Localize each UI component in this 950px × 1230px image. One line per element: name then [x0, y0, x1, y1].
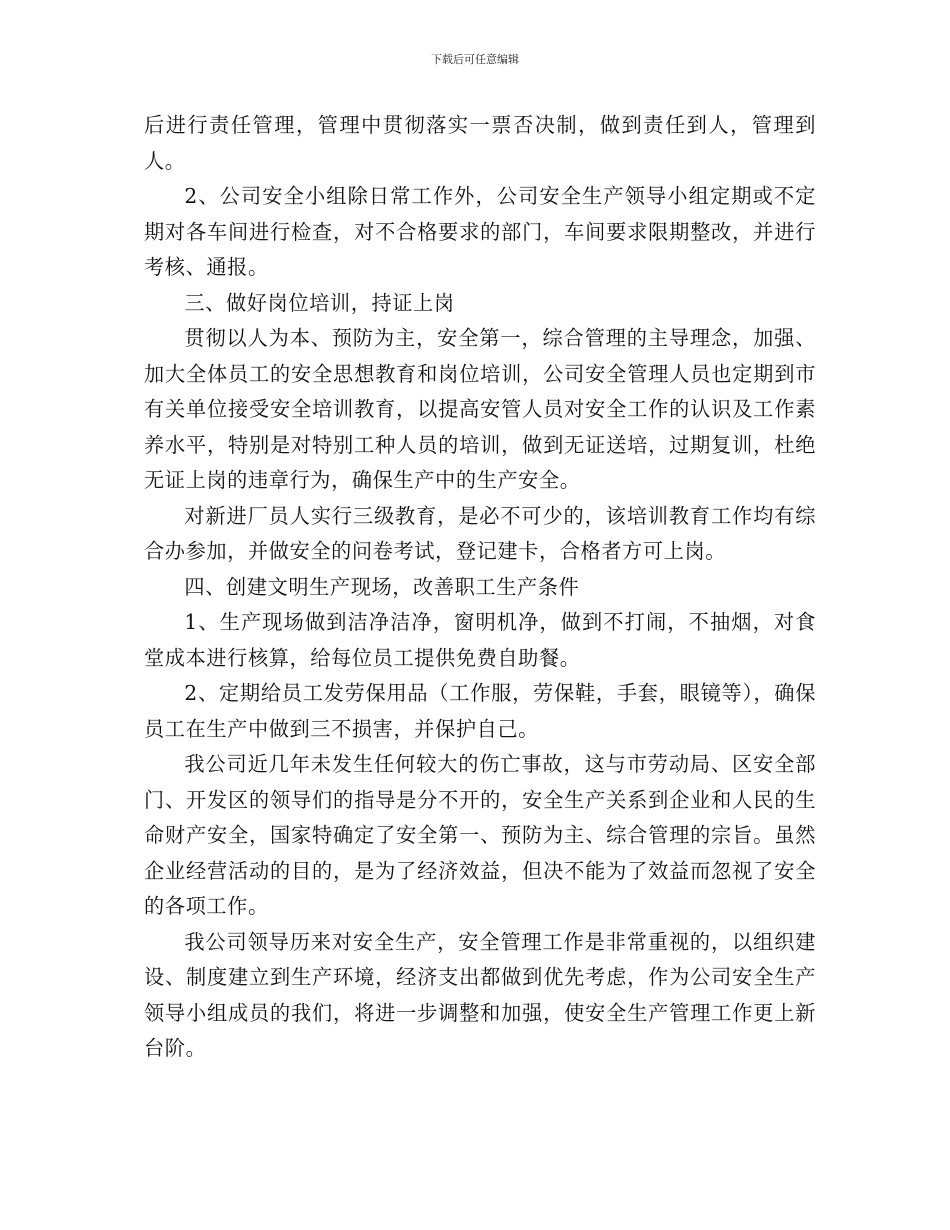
document-body — [144, 108, 816, 1067]
paragraph-1: 后进行责任管理，管理中贯彻落实一票否决制，做到责任到人，管理到人。 — [144, 113, 816, 173]
section-heading-3: 三、做好岗位培训，持证上岗 — [184, 290, 455, 315]
paragraph-8: 2、定期给员工发劳保用品（工作服，劳保鞋，手套，眼镜等），确保员工在生产中做到三不损害，并保护自己。 — [144, 681, 816, 741]
paragraph-2: 2、公司安全小组除日常工作外，公司安全生产领导小组定期或不定期对各车间进行检查，对不合格要求的部门，车间要求限期整改，并进行考核、通报。 — [144, 184, 816, 279]
page-header-note: 下载后可任意编辑 — [431, 53, 519, 66]
paragraph-4: 贯彻以人为本、预防为主，安全第一，综合管理的主导理念，加强、加大全体员工的安全思想教育和岗位培训，公司安全管理人员也定期到市有关单位接受安全培训教育，以提高安管人员对安全工作的认识及工作素养水平，特别是对特别工种人员的培训，做到无证送培，过期复训，杜绝无证上岗的违章行为，确保生产中的生产安全。 — [144, 326, 816, 492]
section-heading-4: 四、创建文明生产现场，改善职工生产条件 — [184, 574, 580, 599]
paragraph-5: 对新进厂员人实行三级教育，是必不可少的，该培训教育工作均有综合办参加，并做安全的问卷考试，登记建卡，合格者方可上岗。 — [144, 503, 816, 563]
paragraph-10: 我公司领导历来对安全生产，安全管理工作是非常重视的，以组织建设、制度建立到生产环境，经济支出都做到优先考虑，作为公司安全生产领导小组成员的我们，将进一步调整和加强，使安全生产管理工作更上新台阶。 — [144, 929, 816, 1060]
paragraph-7: 1、生产现场做到洁净洁净，窗明机净，做到不打闹，不抽烟，对食堂成本进行核算，给每位员工提供免费自助餐。 — [144, 610, 816, 670]
paragraph-9: 我公司近几年未发生任何较大的伤亡事故，这与市劳动局、区安全部门、开发区的领导们的指导是分不开的，安全生产关系到企业和人民的生命财产安全，国家特确定了安全第一、预防为主、综合管理的宗旨。虽然企业经营活动的目的，是为了经济效益，但决不能为了效益而忽视了安全的各项工作。 — [144, 752, 816, 918]
